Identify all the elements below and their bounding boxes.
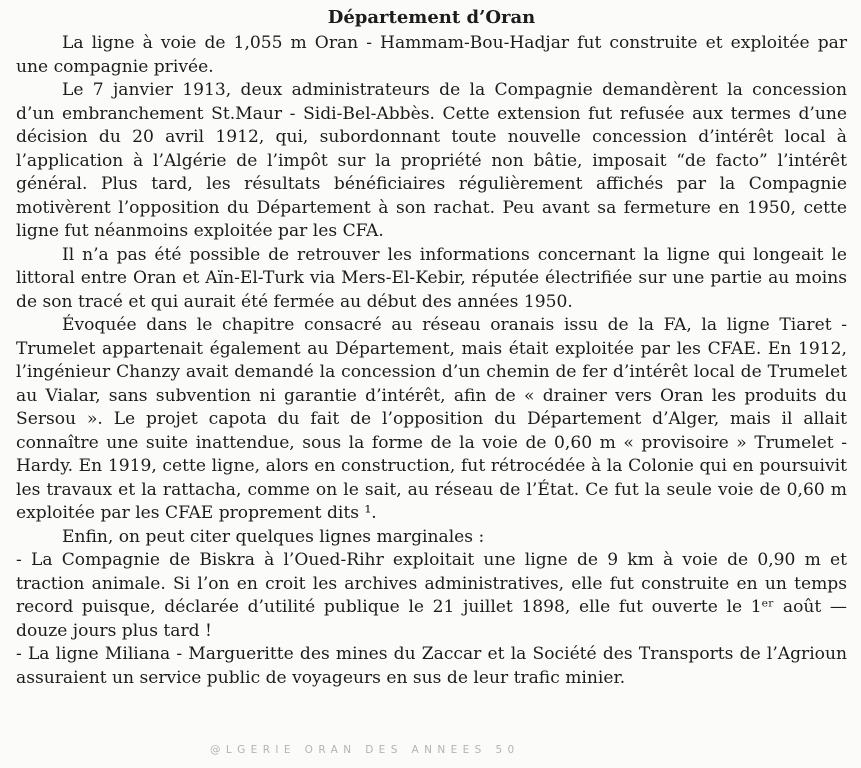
paragraph-miliana-line: - La ligne Miliana - Margueritte des mines du Zaccar et la Société des Transports de l’Agrioun assuraient un service public de voyageurs en sus de leur trafic minier. (16, 644, 847, 688)
page-title: Département d’Oran (327, 7, 536, 28)
paragraph-biskra-line: - La Compagnie de Biskra à l’Oued-Rihr exploitait une ligne de 9 km à voie de 0,90 m et traction animale. Si l’on en croit les archives administratives, elle fut construite en un temps record puisque, déclarée d’utilité publique le 21 juillet 1898, elle fut ouverte le 1ᵉʳ août — douze jours plus tard ! (16, 550, 847, 641)
paragraph-tiaret-trumelet: Évoquée dans le chapitre consacré au réseau oranais issu de la FA, la ligne Tiaret - Trumelet appartenait également au Département, mais était exploitée par les CFAE. En 1912, l’ingénieur Chanzy avait demandé la concession d’un chemin de fer d’intérêt local de Trumelet au Vialar, sans subvention ni garantie d’intérêt, afin de « drainer vers Oran les produits du Sersou ». Le projet capota du fait de l’opposition du Département d’Alger, mais il allait connaître une suite inattendue, sous la forme de la voie de 0,60 m « provisoire » Trumelet - Hardy. En 1919, cette ligne, alors en construction, fut rétrocédée à la Colonie qui en poursuivit les travaux et la rattacha, comme on le sait, au réseau de l’État. Ce fut la seule voie de 0,60 m exploitée par les CFAE proprement dits ¹. (16, 315, 847, 523)
watermark-text: @LGERIE ORAN DES ANNEES 50 (210, 744, 520, 756)
paragraph-marginal-lines-intro: Enfin, on peut citer quelques lignes marginales : (62, 526, 485, 547)
paragraph-st-maur-extension: Le 7 janvier 1913, deux administrateurs de la Compagnie demandèrent la concession d’un embranchement St.Maur - Sidi-Bel-Abbès. Cette extension fut refusée aux termes d’une décision du 20 avril 1912, qui, subordonnant toute nouvelle concession d’intérêt local à l’application à l’Algérie de l’impôt sur la propriété non bâtie, imposait “de facto” l’intérêt général. Plus tard, les résultats bénéficiaires régulièrement affichés par la Compagnie motivèrent l’opposition du Département à son rachat. Peu avant sa fermeture en 1950, cette ligne fut néanmoins exploitée par les CFA. (16, 80, 847, 241)
paragraph-ain-el-turk: Il n’a pas été possible de retrouver les informations concernant la ligne qui longeait le littoral entre Oran et Aïn-El-Turk via Mers-El-Kebir, réputée électrifiée sur une partie au moins de son tracé et qui aurait été fermée au début des années 1950. (16, 244, 847, 312)
paragraph-oran-hammam: La ligne à voie de 1,055 m Oran - Hammam-Bou-Hadjar fut construite et exploitée par une compagnie privée. (16, 33, 847, 77)
